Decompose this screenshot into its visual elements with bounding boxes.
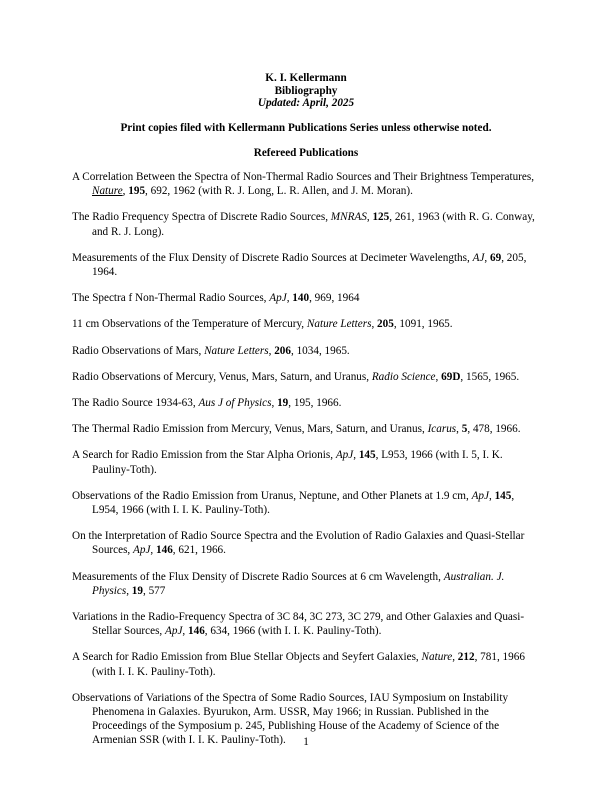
- print-copies-notice: Print copies filed with Kellermann Publications Series unless otherwise noted.: [120, 122, 492, 134]
- journal-name: ApJ: [133, 544, 151, 557]
- journal-name: ApJ: [269, 292, 287, 305]
- entry-text: ,: [435, 370, 442, 383]
- journal-name: ApJ: [335, 449, 354, 462]
- entry-text: ,: [271, 397, 278, 410]
- journal-name: MNRAS: [330, 211, 367, 224]
- entry-text: On the Interpretation of Radio Source Spectra and the Evolution of Radio Galaxies and Quasi-Stellar Sources,: [72, 530, 525, 557]
- publication-entry: [72, 344, 542, 358]
- entry-text: , 621, 1966.: [172, 544, 226, 557]
- entry-text: Radio Observations of Mars,: [72, 344, 205, 357]
- journal-name: Nature Letters: [306, 318, 372, 331]
- journal-name: Aus J of Physics: [198, 397, 272, 410]
- underlined-journal: [92, 185, 123, 197]
- publication-entry: [72, 570, 542, 598]
- volume-number: 5: [461, 423, 468, 436]
- journal-name: AJ: [472, 251, 485, 264]
- volume-number: 69: [490, 251, 502, 264]
- journal-name: ApJ: [165, 625, 183, 638]
- journal-name: Nature Letters: [204, 344, 269, 357]
- entry-text: ,: [122, 185, 129, 198]
- volume-number: 125: [372, 211, 390, 224]
- volume-number: 195: [128, 185, 146, 198]
- entry-text: A Correlation Between the Spectra of Non-Thermal Radio Sources and Their Brightness Temperatures,: [72, 171, 535, 183]
- publication-list: [72, 170, 542, 760]
- entry-text: ,: [366, 211, 373, 224]
- entry-text: The Spectra f Non-Thermal Radio Sources,: [72, 292, 270, 305]
- journal-name: ApJ: [471, 489, 489, 502]
- entry-text: Variations in the Radio-Frequency Spectra of 3C 84, 3C 273, 3C 279, and Other Galaxies and Quasi-Stellar Sources,: [72, 611, 525, 638]
- page-number: 1: [303, 736, 309, 748]
- volume-number: 145: [358, 449, 376, 462]
- entry-text: , 478, 1966.: [467, 423, 521, 436]
- entry-text: , 205, 1964.: [92, 251, 527, 279]
- publication-entry: [72, 291, 542, 305]
- entry-text: ,: [484, 251, 491, 264]
- volume-number: 206: [274, 344, 291, 357]
- entry-text: The Radio Source 1934-63,: [72, 397, 199, 410]
- volume-number: 212: [457, 651, 475, 664]
- entry-text: , L954, 1966 (with I. I. K. Pauliny-Toth).: [92, 489, 515, 517]
- volume-number: 69D: [441, 370, 461, 383]
- volume-number: 19: [131, 584, 143, 597]
- publication-entry: [72, 251, 542, 279]
- journal-name: Icarus: [427, 423, 457, 436]
- entry-text: Radio Observations of Mercury, Venus, Mars, Saturn, and Uranus,: [72, 370, 372, 383]
- entry-text: , 781, 1966 (with I. I. K. Pauliny-Toth).: [92, 651, 525, 678]
- entry-text: , 261, 1963 (with R. G. Conway, and R. J. Long).: [92, 211, 535, 238]
- section-heading: Refereed Publications: [253, 147, 359, 159]
- entry-text: , 634, 1966 (with I. I. K. Pauliny-Toth).: [204, 625, 382, 638]
- volume-number: 146: [188, 625, 205, 638]
- entry-text: , 1034, 1965.: [290, 344, 350, 357]
- entry-text: Observations of Variations of the Spectra of Some Radio Sources, IAU Symposium on Instability Phenomena in Galaxies. Byurukon, Arm. USSR, May 1966; in Russian. Published in the Proceedings of the Symposium p. 245, Publishing House of the Academy of Science of the Armenian SSR (with I. I. K. Pauliny-Toth).: [72, 691, 509, 747]
- volume-number: 205: [377, 318, 394, 331]
- publication-entry: [72, 396, 542, 410]
- entry-text: Measurements of the Flux Density of Discrete Radio Sources at 6 cm Wavelength,: [72, 570, 444, 583]
- journal-name: Australian. J. Physics: [92, 570, 505, 597]
- publication-entry: [72, 529, 542, 557]
- entry-text: , 969, 1964: [309, 292, 360, 305]
- entry-text: , 195, 1966.: [288, 397, 342, 410]
- entry-text: ,: [268, 344, 275, 357]
- entry-text: Measurements of the Flux Density of Discrete Radio Sources at Decimeter Wavelengths,: [72, 251, 473, 264]
- entry-text: 11 cm Observations of the Temperature of Mercury,: [72, 318, 307, 331]
- publication-entry: [72, 210, 542, 238]
- journal-name: Radio Science: [371, 370, 436, 383]
- entry-text: ,: [488, 489, 495, 502]
- publication-entry: [72, 448, 542, 476]
- entry-text: The Radio Frequency Spectra of Discrete Radio Sources,: [72, 211, 331, 224]
- volume-number: 140: [292, 292, 310, 305]
- entry-text: ,: [126, 584, 132, 597]
- entry-text: , L953, 1966 (with I. 5, I. K. Pauliny-Toth).: [92, 449, 503, 476]
- journal-name: Nature: [421, 651, 453, 664]
- publication-entry: [72, 650, 542, 678]
- updated-date: Updated: April, 2025: [257, 97, 355, 109]
- publication-entry: [72, 170, 542, 198]
- entry-text: ,: [182, 625, 189, 638]
- publication-entry: [72, 422, 542, 436]
- entry-text: , 1565, 1965.: [460, 370, 520, 383]
- volume-number: 146: [156, 544, 173, 557]
- volume-number: 19: [277, 397, 289, 410]
- entry-text: The Thermal Radio Emission from Mercury, Venus, Mars, Saturn, and Uranus,: [72, 423, 428, 436]
- entry-text: , 577: [142, 584, 166, 597]
- journal-name: Nature: [92, 185, 123, 198]
- entry-text: ,: [452, 651, 458, 664]
- publication-entry: [72, 317, 542, 331]
- entry-text: ,: [353, 449, 359, 462]
- entry-text: A Search for Radio Emission from Blue Stellar Objects and Seyfert Galaxies,: [72, 651, 422, 664]
- document-header: [0, 72, 612, 110]
- document-title: Bibliography: [274, 84, 338, 97]
- publication-entry: [72, 610, 542, 638]
- entry-text: Observations of the Radio Emission from Uranus, Neptune, and Other Planets at 1.9 cm,: [72, 489, 472, 502]
- volume-number: 145: [494, 489, 512, 502]
- entry-text: ,: [371, 318, 378, 331]
- entry-text: , 692, 1962 (with R. J. Long, L. R. Allen, and J. M. Moran).: [145, 185, 413, 198]
- entry-text: A Search for Radio Emission from the Star Alpha Orionis,: [72, 449, 336, 462]
- entry-text: , 1091, 1965.: [393, 318, 453, 331]
- entry-text: ,: [286, 292, 293, 305]
- entry-text: ,: [150, 544, 157, 557]
- publication-entry: [72, 489, 542, 517]
- publication-entry: [72, 370, 542, 384]
- entry-text: ,: [456, 423, 462, 436]
- author-name: K. I. Kellermann: [265, 72, 347, 84]
